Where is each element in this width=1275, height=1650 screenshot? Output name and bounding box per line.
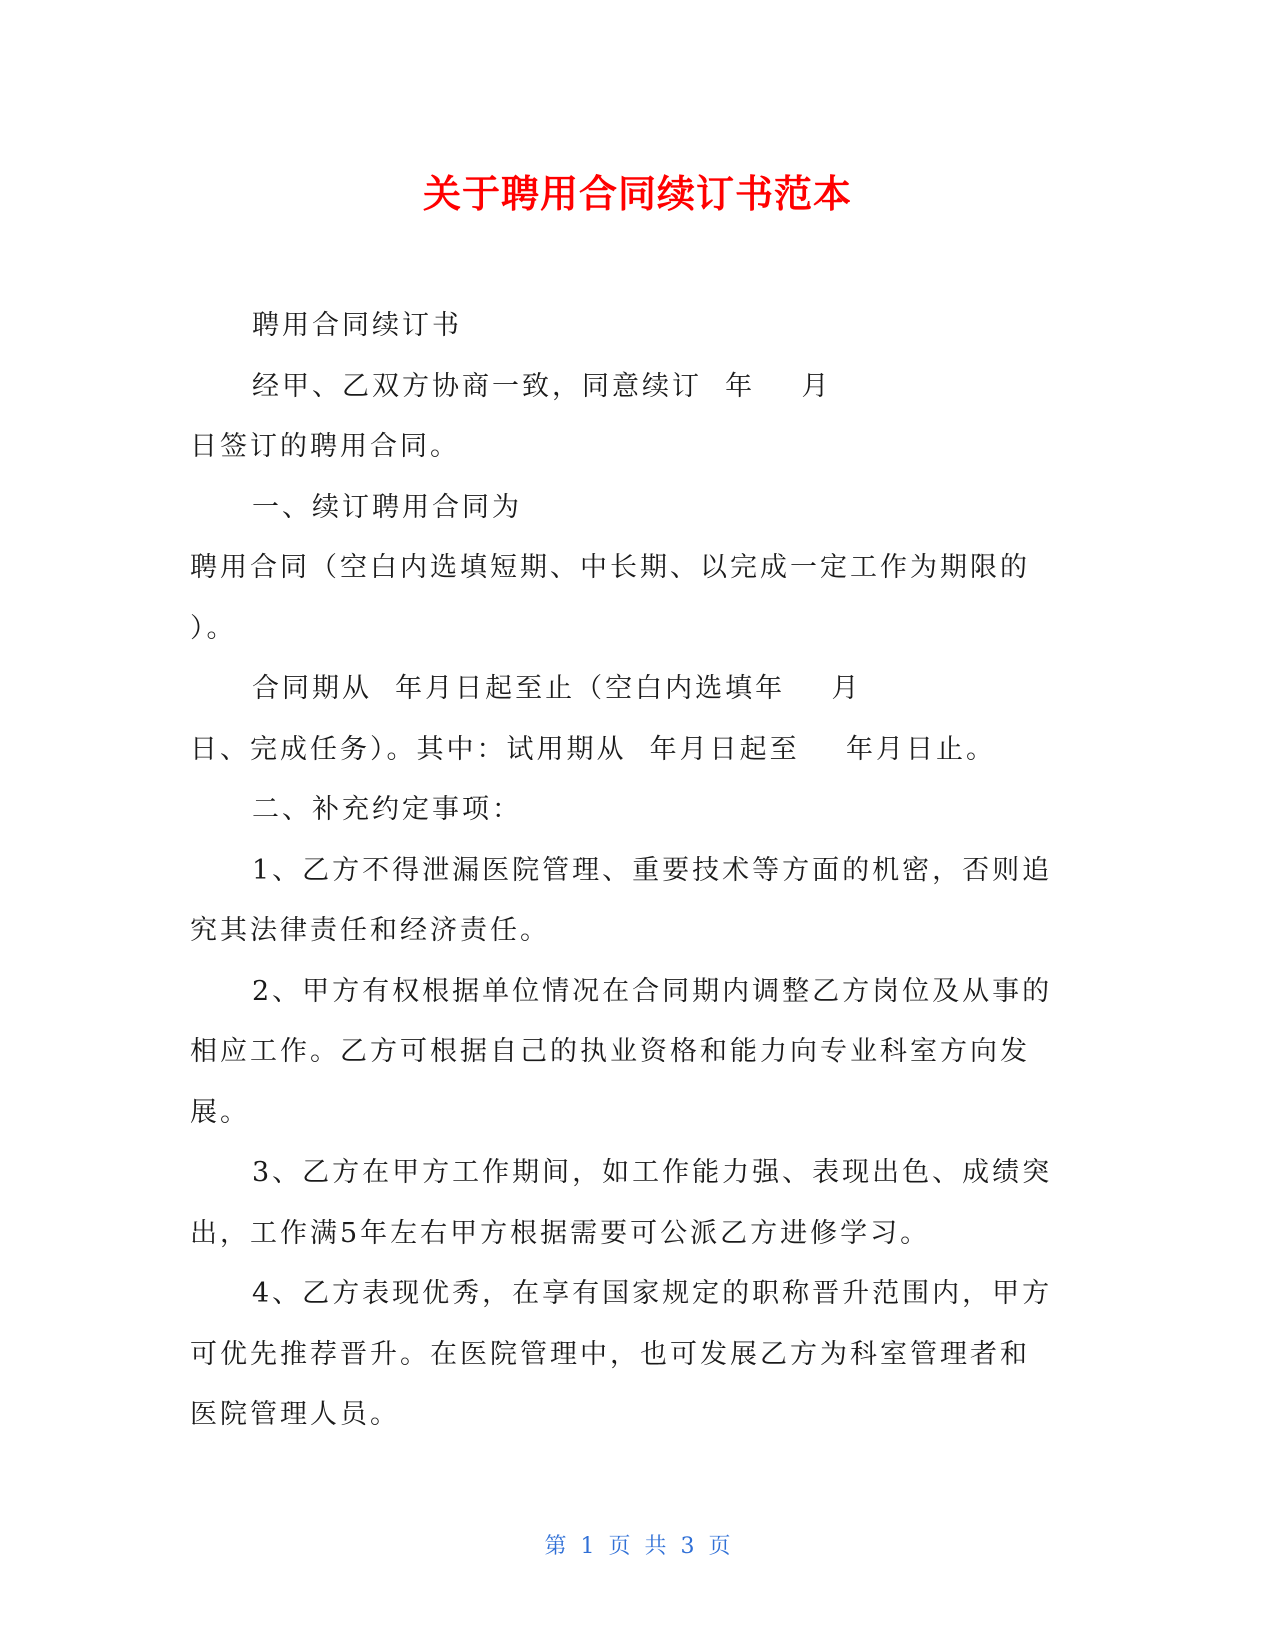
paragraph-line: 经甲、乙双方协商一致，同意续订 年 月 [252, 370, 832, 402]
paragraph-line: 日签订的聘用合同。 [190, 431, 460, 462]
paragraph-line: 3、乙方在甲方工作期间，如工作能力强、表现出色、成绩突 [252, 1157, 1053, 1188]
paragraph-line: 医院管理人员。 [190, 1399, 400, 1430]
paragraph-line: 1、乙方不得泄漏医院管理、重要技术等方面的机密，否则追 [252, 854, 1053, 886]
document-title: 关于聘用合同续订书范本 [422, 172, 852, 216]
document-body [190, 296, 1090, 1446]
paragraph-line: 出，工作满5年左右甲方根据需要可公派乙方进修学习。 [190, 1217, 931, 1249]
paragraph-line: 2、甲方有权根据单位情况在合同期内调整乙方岗位及从事的 [252, 975, 1053, 1007]
page-number-footer: 第 1 页 共 3 页 [544, 1534, 731, 1559]
paragraph-line: ）。 [190, 612, 237, 644]
paragraph-line: 聘用合同（空白内选填短期、中长期、以完成一定工作为期限的 [190, 552, 1030, 583]
paragraph-line: 聘用合同续订书 [252, 310, 462, 341]
paragraph-line: 日、完成任务）。其中：试用期从 年月日起至 年月日止。 [190, 733, 996, 765]
paragraph-line: 合同期从 年月日起至止（空白内选填年 月 [252, 673, 862, 704]
paragraph-line: 究其法律责任和经济责任。 [190, 915, 550, 946]
section-heading: 二、补充约定事项： [252, 794, 522, 825]
paragraph-line: 展。 [190, 1096, 250, 1128]
paragraph-line: 可优先推荐晋升。在医院管理中，也可发展乙方为科室管理者和 [190, 1338, 1030, 1370]
paragraph-line: 4、乙方表现优秀，在享有国家规定的职称晋升范围内，甲方 [252, 1278, 1053, 1309]
paragraph-line: 相应工作。乙方可根据自己的执业资格和能力向专业科室方向发 [190, 1036, 1030, 1067]
paragraph-line: 一、续订聘用合同为 [252, 491, 522, 523]
